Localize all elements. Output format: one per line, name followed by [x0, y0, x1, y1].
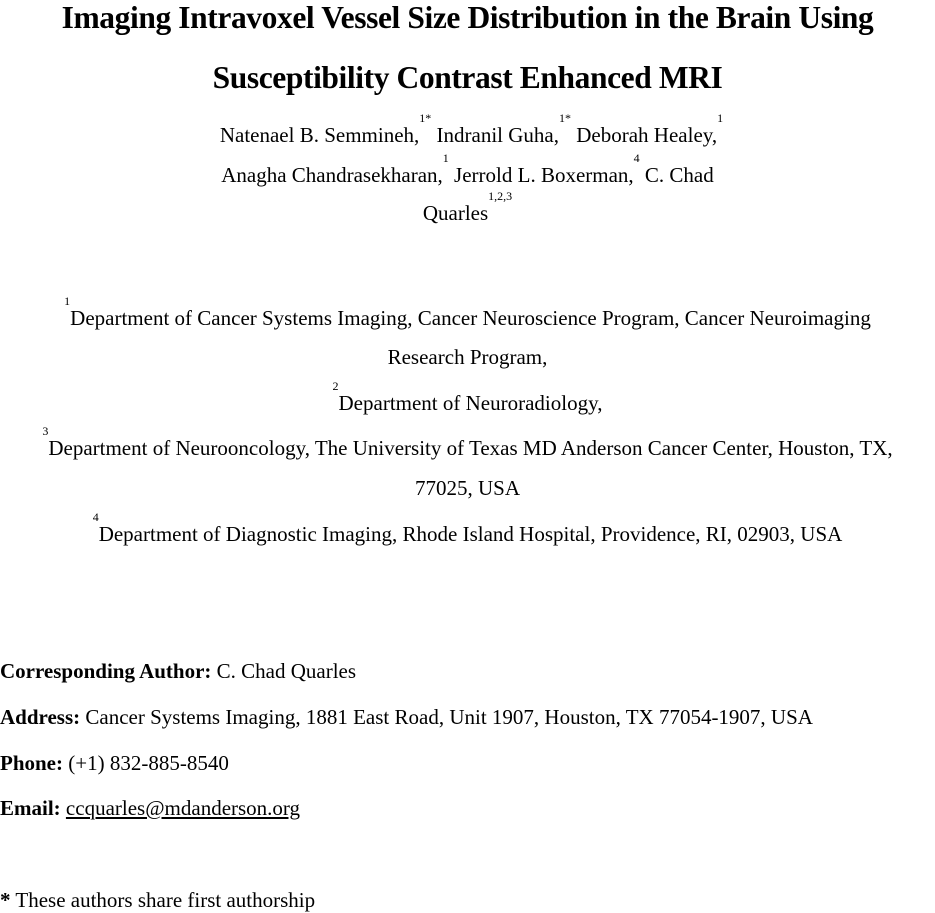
affiliation-2 — [0, 379, 935, 415]
affiliation-text: Department of Cancer Systems Imaging, Cancer Neuroscience Program, Cancer Neuroimaging — [70, 306, 871, 330]
author-name: Deborah Healey, — [576, 123, 718, 147]
phone — [0, 751, 935, 775]
affiliation-text: Department of Neuroradiology, — [338, 391, 603, 415]
corresponding-author-label: Corresponding Author: — [0, 659, 212, 683]
address-label: Address: — [0, 705, 81, 729]
affiliation-mark: 1 — [64, 294, 71, 308]
email — [0, 796, 935, 820]
affiliation-mark: 2 — [332, 379, 339, 393]
author-name: Indranil Guha, — [436, 123, 559, 147]
address-value: Cancer Systems Imaging, 1881 East Road, Unit 1907, Houston, TX 77054-1907, USA — [85, 705, 813, 729]
authors-line-1 — [0, 111, 935, 147]
author-affiliation-mark: 1,2,3 — [488, 189, 513, 203]
author-affiliation-mark: 1 — [717, 111, 724, 125]
corresponding-author-value: C. Chad Quarles — [216, 659, 357, 683]
affiliation-mark: 4 — [92, 510, 99, 524]
title-line-1: Imaging Intravoxel Vessel Size Distribution in the Brain Using — [61, 0, 874, 35]
footnote — [0, 888, 935, 912]
authors-line-3 — [0, 189, 935, 225]
authors-line-2 — [0, 151, 935, 187]
phone-label: Phone: — [0, 751, 63, 775]
corresponding-author — [0, 659, 935, 683]
affiliation-mark: 3 — [42, 424, 49, 438]
author-name: Quarles — [422, 201, 489, 225]
author-affiliation-mark: 1* — [559, 111, 571, 125]
affiliation-4 — [0, 510, 935, 546]
footnote-marker: * — [0, 888, 11, 912]
phone-value: (+1) 832-885-8540 — [68, 751, 229, 775]
author-name: C. Chad — [644, 163, 714, 187]
affiliation-text: Department of Neurooncology, The University of Texas MD Anderson Cancer Center, Houston, TX, — [48, 436, 893, 460]
author-name: Jerrold L. Boxerman, — [454, 163, 634, 187]
title-line-2: Susceptibility Contrast Enhanced MRI — [212, 60, 723, 95]
author-affiliation-mark: 4 — [633, 151, 640, 165]
email-link[interactable]: ccquarles@mdanderson.org — [65, 796, 301, 820]
affiliation-1 — [0, 294, 935, 330]
author-affiliation-mark: 1* — [419, 111, 432, 125]
footnote-text: These authors share first authorship — [15, 888, 316, 912]
affiliation-text: Department of Diagnostic Imaging, Rhode Island Hospital, Providence, RI, 02903, USA — [98, 522, 843, 546]
address — [0, 705, 935, 729]
author-name: Natenael B. Semmineh, — [219, 123, 420, 147]
affiliation-3-cont: 77025, USA — [414, 476, 520, 500]
affiliation-1-cont: Research Program, — [387, 345, 548, 369]
author-affiliation-mark: 1 — [442, 151, 449, 165]
author-name: Anagha Chandrasekharan, — [221, 163, 443, 187]
affiliation-3 — [0, 424, 935, 460]
email-label: Email: — [0, 796, 61, 820]
